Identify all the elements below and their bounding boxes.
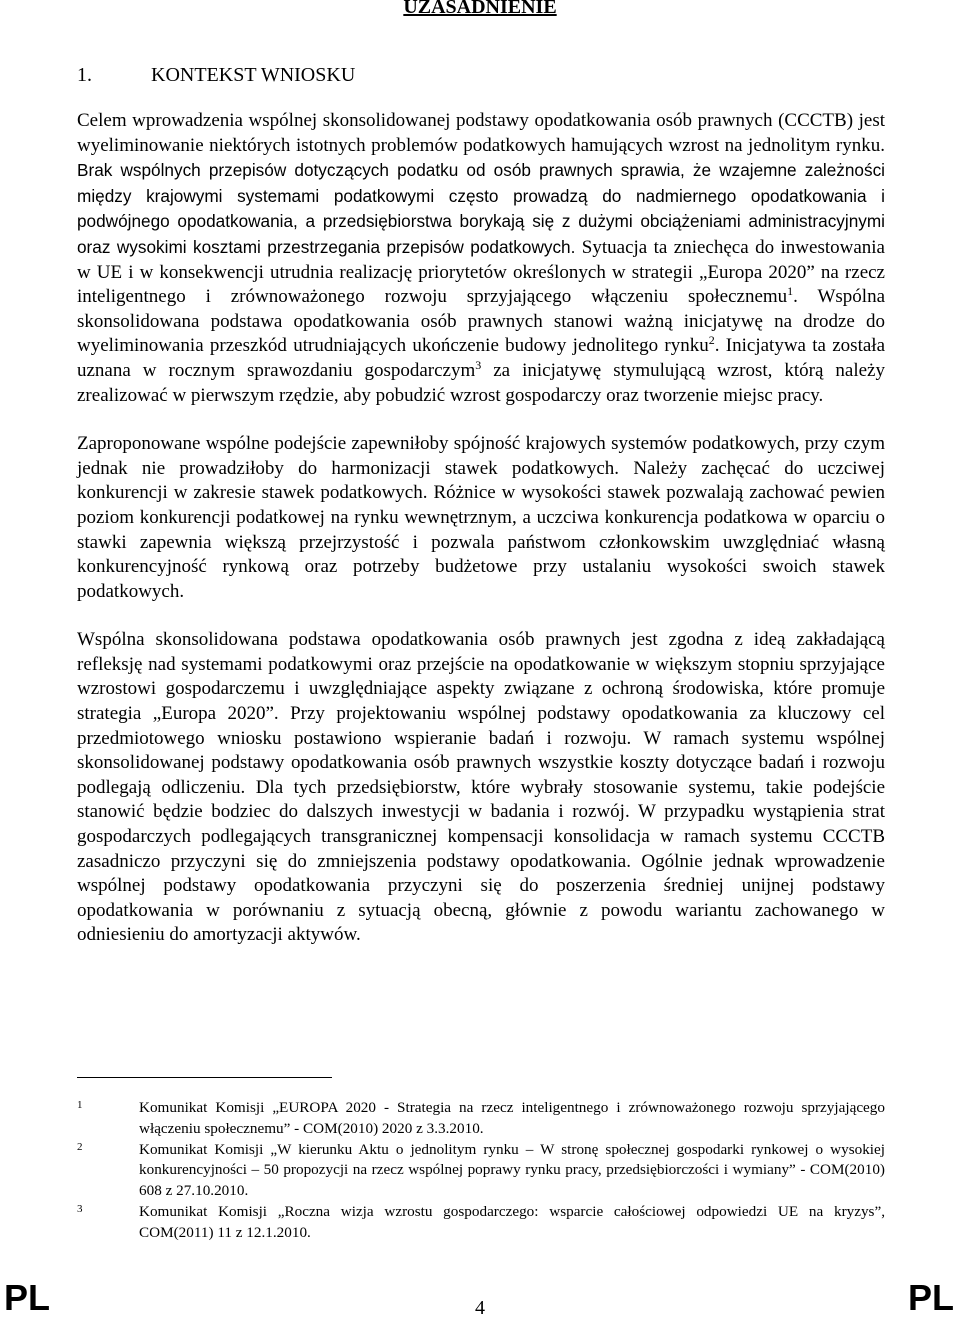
- footnote-ref-1[interactable]: 1: [787, 284, 794, 299]
- paragraph-1-part-a: Celem wprowadzenia wspólnej skonsolidowanej podstawy opodatkowania osób prawnych (CCCTB) jest wyeliminowanie niektórych istotnych problemów podatkowych hamujących wzrost na jednolitym rynku.: [77, 110, 885, 156]
- page-heading: [0, 0, 960, 19]
- paragraph-1-part-d: . Wspólna skonsolidowana podstawa opodatkowania osób prawnych stanowi ważną inicjatywę na drodze do wyeliminowania przeszkód utrudniających ukończenie budowy jednolitego rynku: [77, 286, 885, 357]
- heading-text: UZASADNIENIE: [403, 0, 557, 18]
- footnote-2: [77, 1140, 885, 1202]
- footnote-3: [77, 1202, 885, 1244]
- paragraph-3: Wspólna skonsolidowana podstawa opodatkowania osób prawnych jest zgodna z ideą zakładającą refleksję nad systemami podatkowymi oraz przejście na opodatkowanie w większym stopniu sprzyjające wzrostowi gospodarczemu i uwzględniające aspekty związane z ochroną środowiska, które promuje strategia „Europa 2020”. Przy projektowaniu wspólnej podstawy opodatkowania za kluczowy cel przedmiotowego wniosku postawiono wspieranie badań i rozwoju. W ramach systemu wspólnej skonsolidowanej podstawy opodatkowania osób prawnych wszystkie koszty dotyczące badań i rozwoju podlegają odliczeniu. Dla tych przedsiębiorstw, które wybrały stosowanie systemu, takie podejście stanowić będzie bodziec do dalszych inwestycji w badania i rozwój. W przypadku wystąpienia strat gospodarczych podlegających transgranicznej kompensacji konsolidacja w ramach systemu CCCTB zasadniczo przyczyni się do zmniejszenia podstawy opodatkowania. Ogólnie jednak wprowadzenie wspólnej podstawy opodatkowania przyczyni się do poszerzenia średniej unijnej podstawy opodatkowania w porównaniu z sytuacją obecną, głównie z powodu wariantu zachowanego w odniesieniu do amortyzacji aktywów.: [77, 629, 885, 946]
- footnote-number: 2: [77, 1140, 83, 1153]
- footnote-ref-3[interactable]: 3: [475, 357, 482, 372]
- footnote-ref-2[interactable]: 2: [708, 333, 715, 348]
- paragraph-1-part-f: za inicjatywę stymulującą wzrost, którą należy zrealizować w pierwszym rzędzie, aby pobudzić wzrost gospodarczy oraz tworzenie miejsc pracy.: [77, 359, 885, 406]
- section-title-text: KONTEKST WNIOSKU: [151, 64, 356, 86]
- footnote-number: 1: [77, 1099, 83, 1111]
- section-title: [77, 64, 355, 87]
- footnote-separator: [77, 1077, 332, 1078]
- paragraph-1-part-b: Brak wspólnych przepisów dotyczących podatku od osób prawnych sprawia, że wzajemne zależności między krajowymi systemami podatkowymi często prowadzą do nadmiernego opodatkowania i podwójnego opodatkowania, a przedsiębiorstwa borykają się z dużymi obciążeniami administracyjnymi oraz wysokimi kosztami przestrzegania przepisów podatkowych.: [77, 160, 885, 257]
- paragraph-1: [77, 109, 885, 408]
- footnote-text: Komunikat Komisji „EUROPA 2020 - Strategia na rzecz inteligentnego i zrównoważonego rozwoju sprzyjającego włączeniu społecznemu” - COM(2010) 2020 z 3.3.2010.: [139, 1099, 885, 1137]
- section-number: 1.: [77, 64, 92, 86]
- paragraph-1-part-c: Sytuacja ta zniechęca do inwestowania w UE i w konsekwencji utrudnia realizację priorytetów określonych w strategii „Europa 2020” na rzecz inteligentnego i zrównoważonego rozwoju sprzyjającego włączeniu społecznemu: [77, 236, 885, 308]
- footnote-1: [77, 1098, 885, 1140]
- footnote-text: Komunikat Komisji „Roczna wizja wzrostu gospodarczego: wsparcie całościowej odpowiedzi UE na kryzys”, COM(2011) 11 z 12.1.2010.: [139, 1202, 885, 1241]
- footnote-number: 3: [77, 1202, 83, 1215]
- footer-language-right: PL: [907, 1277, 954, 1318]
- footnotes: [77, 1098, 885, 1244]
- footer-language-left: PL: [4, 1277, 51, 1318]
- paragraph-1-part-e: . Inicjatywa ta została uznana w rocznym sprawozdaniu gospodarczym: [77, 335, 885, 381]
- page-number: 4: [475, 1297, 485, 1319]
- footnote-text: Komunikat Komisji „W kierunku Aktu o jednolitym rynku – W stronę społecznej gospodarki rynkowej o wysokiej konkurencyjności – 50 propozycji na rzecz wspólnej poprawy rynku pracy, przedsiębiorczości i wymiany” - COM(2010) 608 z 27.10.2010.: [139, 1140, 885, 1200]
- paragraph-2: Zaproponowane wspólne podejście zapewniłoby spójność krajowych systemów podatkowych, przy czym jednak nie prowadziłoby do harmonizacji stawek podatkowych. Należy zachęcać do uczciwej konkurencji w zakresie stawek podatkowych. Różnice w wysokości stawek pozwalają zachować pewien poziom konkurencji podatkowej na rynku wewnętrznym, a uczciwa konkurencja podatkowa w oparciu o stawki zapewnia większą przejrzystość i pozwala państwom członkowskim uwzględniać własną konkurencyjność rynkową oraz potrzeby budżetowe przy ustalaniu wysokości swoich stawek podatkowych.: [77, 433, 885, 602]
- document-body: [77, 109, 885, 972]
